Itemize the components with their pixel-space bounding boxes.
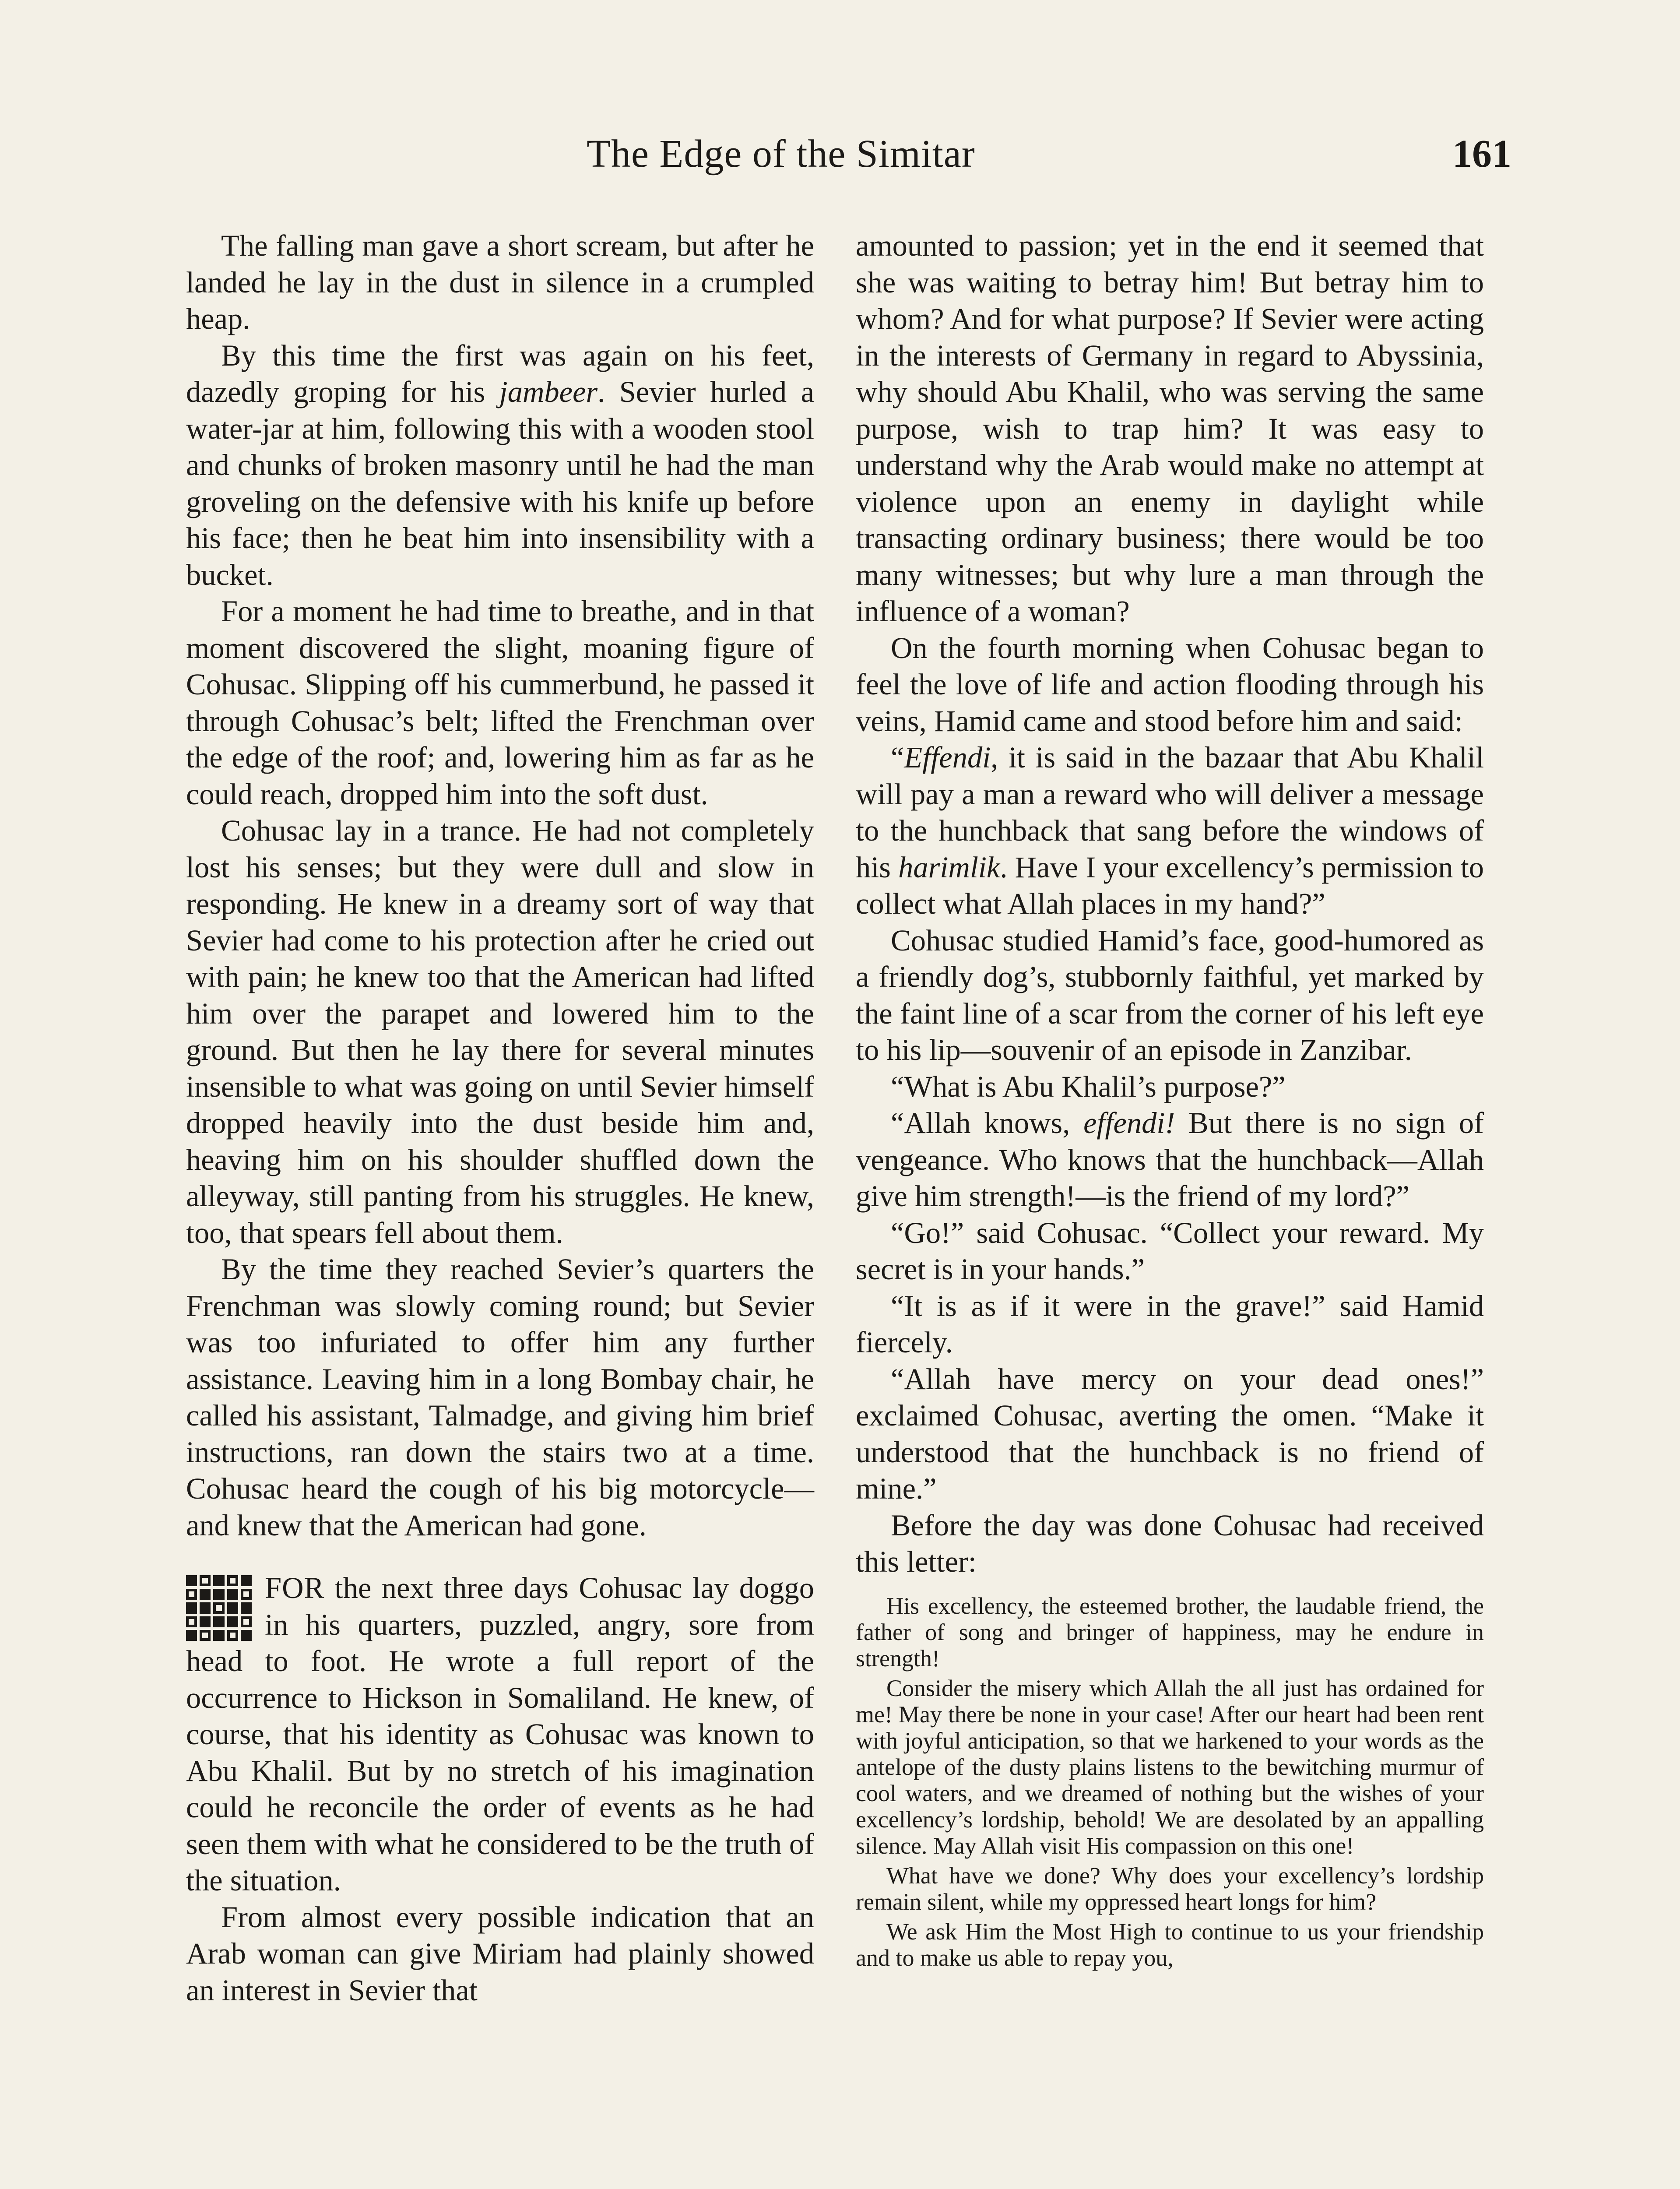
paragraph: The falling man gave a short scream, but after he landed he lay in the dust in silence in a crumpled heap. xyxy=(186,229,814,335)
section-break-paragraph xyxy=(186,1570,814,1899)
text-run: By this time the first was again on his feet, dazedly groping for his xyxy=(186,338,814,408)
ornament-icon xyxy=(186,1575,252,1641)
text-run: . Have I your excellency’s permission to collect what Allah places in my hand?” xyxy=(856,850,1484,920)
paragraph: “Go!” said Cohusac. “Collect your reward. My secret is in your hands.” xyxy=(856,1216,1484,1286)
page-header xyxy=(0,131,1680,193)
letter-paragraph: His excellency, the esteemed brother, the laudable friend, the father of song and bringer of happiness, may he endure in strength! xyxy=(856,1592,1484,1672)
paragraph xyxy=(856,739,1484,922)
right-column xyxy=(856,228,1484,1974)
paragraph: From almost every possible indication that an Arab woman can give Miriam had plainly showed an interest in Sevier that xyxy=(186,1900,814,2007)
left-column xyxy=(186,228,814,2009)
running-title: The Edge of the Simitar xyxy=(587,132,975,176)
paragraph: Before the day was done Cohusac had received this letter: xyxy=(856,1508,1484,1578)
text-run: the next three days Cohusac lay doggo in his quarters, puzzled, angry, sore from head to foot. He wrote a full report of the occurrence to Hickson in Somaliland. He knew, of course, that his identity as Cohusac was known to Abu Khalil. But by no stretch of his imagination could he reconcile the order of events as he had seen them with what he considered to be the truth of the situation. xyxy=(186,1571,814,1897)
paragraph: amounted to passion; yet in the end it seemed that she was waiting to betray him! But betray him to whom? And for what purpose? If Sevier were acting in the interests of Germany in regard to Abyssinia, why should Abu Khalil, who was serving the same purpose, wish to trap him? It was easy to understand why the Arab would make no attempt at violence upon an enemy in daylight while transacting ordinary business; there would be too many witnesses; but why lure a man through the influence of a woman? xyxy=(856,229,1484,628)
paragraph xyxy=(856,1105,1484,1215)
paragraph: For a moment he had time to breathe, and in that moment discovered the slight, moaning figure of Cohusac. Slipping off his cummerbund, he passed it through Cohusac’s belt; lifted the Frenchman over the edge of the roof; and, lowering him as far as he could reach, dropped him into the soft dust. xyxy=(186,595,814,811)
paragraph: “It is as if it were in the grave!” said Hamid fiercely. xyxy=(856,1289,1484,1359)
paragraph: “Allah have mercy on your dead ones!” exclaimed Cohusac, averting the omen. “Make it understood that the hunchback is no friend of mine.” xyxy=(856,1362,1484,1505)
italic-word: harimlik xyxy=(898,850,1000,884)
italic-word: jambeer xyxy=(499,375,598,408)
paragraph: “What is Abu Khalil’s purpose?” xyxy=(891,1070,1286,1103)
paragraph: Cohusac studied Hamid’s face, good-humored as a friendly dog’s, stubbornly faithful, yet marked by the faint line of a scar from the corner of his left eye to his lip—souvenir of an episode in Zanzibar. xyxy=(856,923,1484,1066)
paragraph: By the time they reached Sevier’s quarters the Frenchman was slowly coming round; but Sevier was too infuriated to offer him any further assistance. Leaving him in a long Bombay chair, he called his assistant, Talmadge, and giving him brief instructions, ran down the stairs two at a time. Cohusac heard the cough of his big motorcycle—and knew that the American had gone. xyxy=(186,1253,814,1542)
italic-word: effendi! xyxy=(1083,1106,1175,1140)
italic-word: Effendi xyxy=(904,741,991,774)
text-run: . Sevier hurled a water-jar at him, following this with a wooden stool and chunks of broken masonry until he had the man groveling on the defensive with his knife up before his face; then he beat him into insensibility with a bucket. xyxy=(186,375,814,591)
paragraph xyxy=(186,338,814,594)
quoted-letter xyxy=(856,1593,1484,1971)
text-run: “Allah knows, xyxy=(891,1106,1084,1140)
letter-paragraph: We ask Him the Most High to continue to us your friendship and to make us able to repay you, xyxy=(856,1918,1484,1971)
paragraph: Cohusac lay in a trance. He had not completely lost his senses; but they were dull and slow in responding. He knew in a dreamy sort of way that Sevier had come to his protection after he cried out with pain; he knew too that the American had lifted him over the parapet and lowered him to the ground. But then he lay there for several minutes insensible to what was going on until Sevier himself dropped heavily into the dust beside him and, heaving him on his shoulder shuffled down the alleyway, still panting from his struggles. He knew, too, that spears fell about them. xyxy=(186,814,814,1249)
paragraph: On the fourth morning when Cohusac began to feel the love of life and action flooding through his veins, Hamid came and stood before him and said: xyxy=(856,631,1484,738)
text-run: , it is said in the bazaar that Abu Khalil will pay a man a reward who will deliver a message to the hunchback that sang before the windows of his xyxy=(856,741,1484,884)
section-lead-word: FOR xyxy=(265,1571,325,1605)
text-run: But there is no sign of vengeance. Who knows that the hunchback—Allah give him strength!—is the friend of my lord?” xyxy=(856,1106,1484,1213)
letter-paragraph: Consider the misery which Allah the all just has ordained for me! May there be none in your case! After our heart had been rent with joyful anticipation, so that we harkened to your words as the antelope of the dusty plains listens to the bewitching murmur of cool waters, and we dreamed of nothing but the wishes of your excellency’s lordship, behold! We are desolated by an appalling silence. May Allah visit His compassion on this one! xyxy=(856,1675,1484,1859)
page-number: 161 xyxy=(1452,132,1511,176)
letter-paragraph: What have we done? Why does your excellency’s lordship remain silent, while my oppressed heart longs for him? xyxy=(856,1862,1484,1915)
text-run: “ xyxy=(891,741,904,774)
